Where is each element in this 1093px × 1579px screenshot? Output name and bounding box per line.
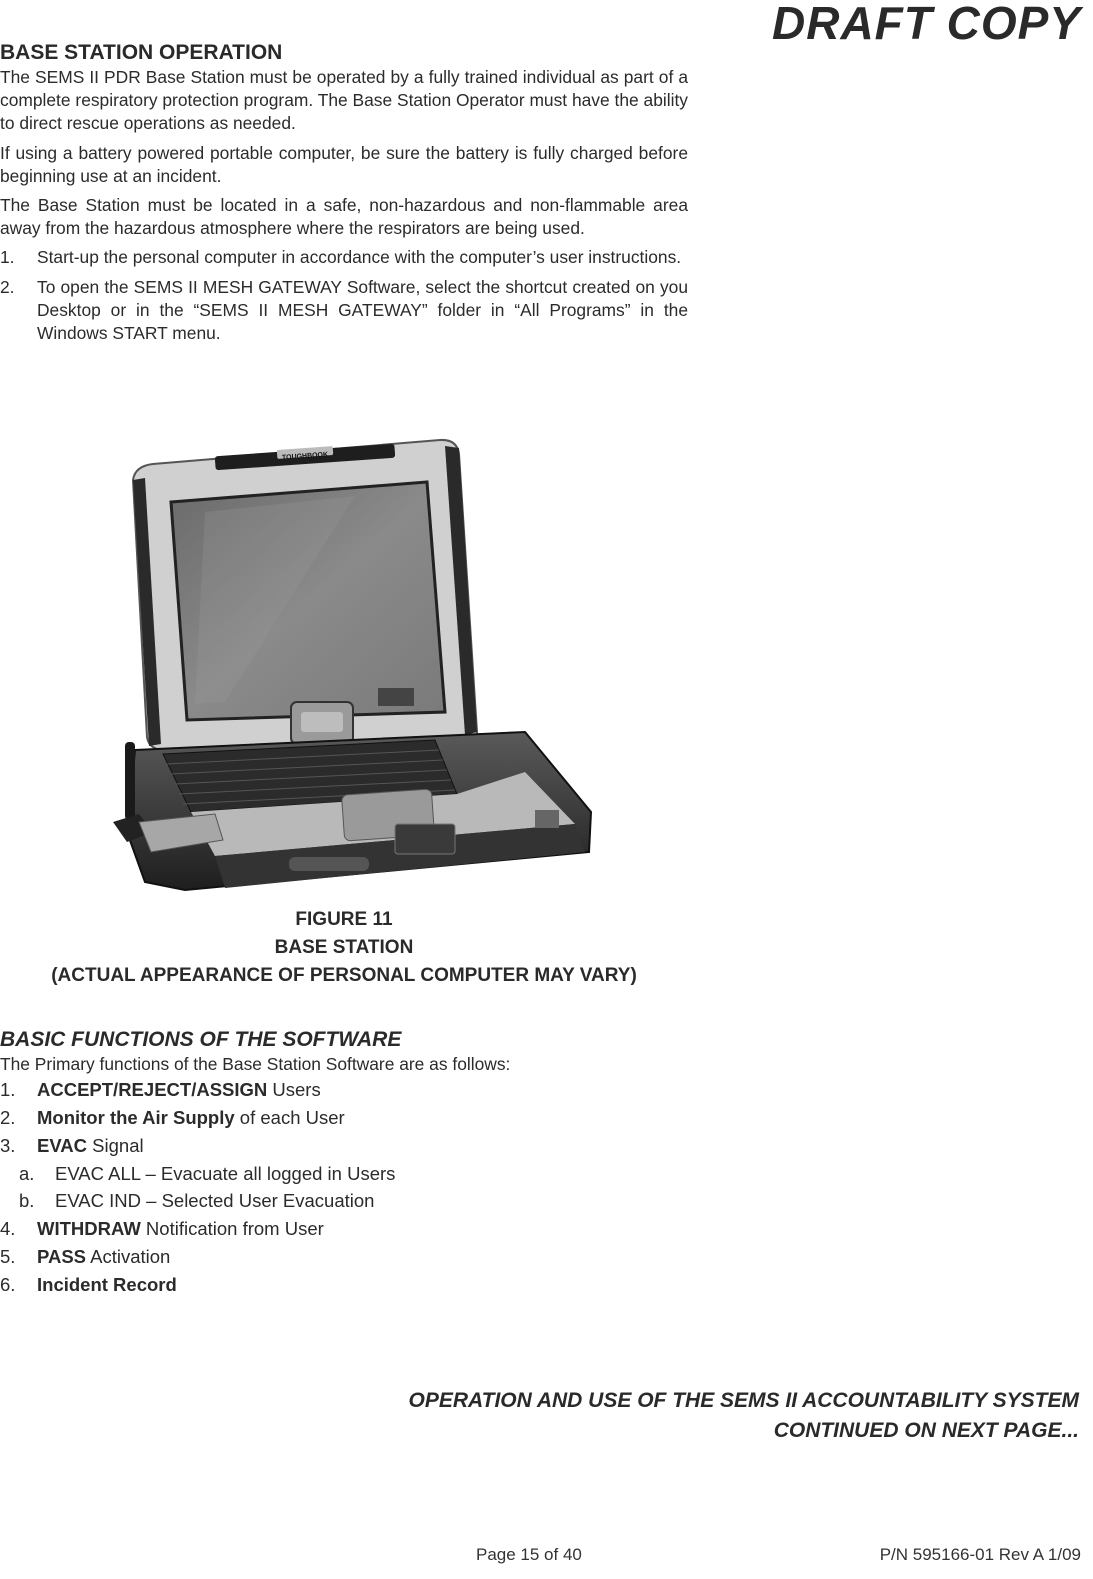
step-text: To open the SEMS II MESH GATEWAY Software, select the shortcut created on you Desktop or in the “SEMS II MESH GATEWAY” folder in “All Programs” in the Windows START menu. [37,276,688,344]
item-bold-text: Monitor the Air Supply [37,1107,235,1128]
item-letter: a. [19,1162,35,1184]
item-bold-text: ACCEPT/REJECT/ASSIGN [37,1079,268,1101]
item-number: 2. [0,1107,16,1128]
list-item [0,1215,688,1243]
list-item [0,1243,688,1271]
item-number: 3. [0,1134,16,1156]
intro-text: The Primary functions of the Base Station Software are as follows: [0,1054,511,1074]
item-bold-text: PASS [37,1245,87,1267]
item-number: 1. [0,1079,16,1101]
item-number: 5. [0,1245,16,1267]
section-heading: BASE STATION OPERATION [0,41,283,64]
step-number: 2. [0,276,15,297]
item-text: Notification from User [140,1218,324,1240]
figure-caption [0,906,688,990]
list-item [0,276,688,346]
item-bold-text: Incident Record [37,1273,177,1295]
list-item [0,246,688,269]
item-number: 6. [0,1273,16,1295]
item-number: 4. [0,1218,16,1240]
paragraph: The Base Station must be located in a safe, non-hazardous and non-flammable area away from the hazardous atmosphere where the respirators are being used. [0,195,688,239]
part-number: P/N 595166-01 Rev A 1/09 [879,1545,1081,1564]
laptop-illustration [105,432,595,897]
page-number: Page 15 of 40 [476,1545,582,1564]
lid-brand-label: TOUGHBOOK [281,451,329,462]
steps-list [0,246,688,345]
paragraph: If using a battery powered portable computer, be sure the battery is fully charged before beginning use at an incident. [0,142,688,186]
section-heading: BASIC FUNCTIONS OF THE SOFTWARE [0,1028,402,1051]
list-subitem [0,1160,688,1188]
item-text: EVAC ALL – Evacuate all logged in Users [55,1162,396,1184]
list-item [0,1076,688,1104]
list-item [0,1132,688,1160]
paragraph: The SEMS II PDR Base Station must be operated by a fully trained individual as part of a complete respiratory protection program. The Base Station Operator must have the ability to direct rescue operations as needed. [0,67,688,134]
figure-title: BASE STATION [274,937,414,958]
continued-notice [409,1386,1079,1446]
list-item [0,1271,688,1299]
functions-list [0,1076,688,1298]
item-bold-text: EVAC [37,1134,88,1156]
list-subitem [0,1187,688,1215]
item-text: EVAC IND – Selected User Evacuation [55,1190,375,1212]
item-letter: b. [19,1190,35,1212]
step-number: 1. [0,247,15,268]
item-text: Signal [87,1134,144,1156]
step-text: Start-up the personal computer in accordance with the computer’s user instructions. [37,247,682,268]
list-item [0,1104,688,1132]
base-station-operation-section [0,40,688,351]
basic-functions-section [0,1027,688,1299]
continued-line: OPERATION AND USE OF THE SEMS II ACCOUNTABILITY SYSTEM [408,1389,1079,1412]
figure-note: (ACTUAL APPEARANCE OF PERSONAL COMPUTER MAY VARY) [51,965,637,986]
item-text: of each User [234,1107,345,1128]
item-bold-text: WITHDRAW [37,1218,141,1240]
continued-line: CONTINUED ON NEXT PAGE... [773,1419,1079,1442]
item-text: Activation [86,1245,171,1267]
draft-copy-watermark: DRAFT COPY [772,0,1081,49]
item-text: Users [267,1079,321,1101]
figure-number: FIGURE 11 [295,909,393,930]
